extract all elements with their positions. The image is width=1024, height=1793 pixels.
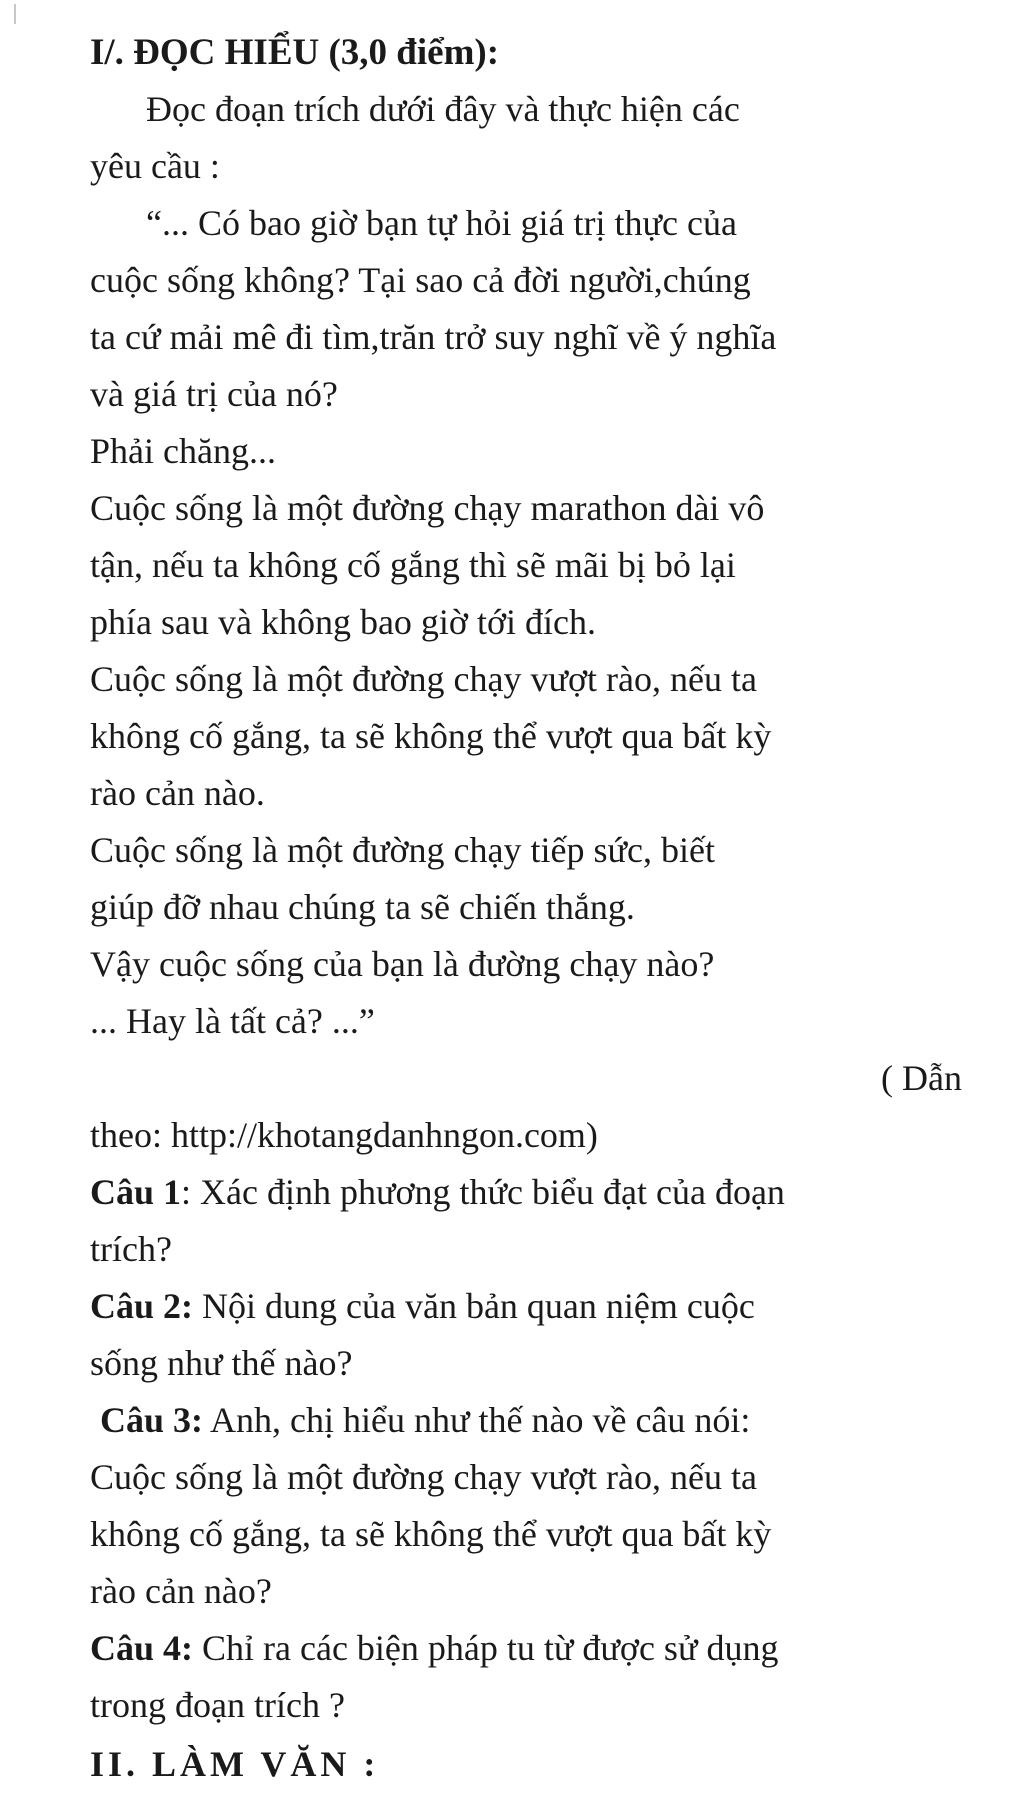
passage-line: Phải chăng... — [90, 431, 276, 471]
question-4 — [90, 1620, 970, 1734]
question-label: Câu 4: — [90, 1628, 194, 1668]
question-text: Chỉ ra các biện pháp tu từ được sử dụng — [193, 1628, 779, 1668]
question-text: Anh, chị hiểu như thế nào về câu nói: — [203, 1400, 751, 1440]
passage-line: tận, nếu ta không cố gắng thì sẽ mãi bị bỏ lại — [90, 545, 736, 585]
margin-marker — [14, 4, 16, 24]
question-label: Câu 2: — [90, 1286, 194, 1326]
passage-line: rào cản nào. — [90, 773, 265, 813]
source-citation: theo: http://khotangdanhngon.com) — [90, 1115, 598, 1155]
passage-line: ta cứ mải mê đi tìm,trăn trở suy nghĩ về ý nghĩa — [90, 317, 777, 357]
next-section-title-cut: II. LÀM VĂN : — [90, 1744, 380, 1784]
question-text: Nội dung của văn bản quan niệm cuộc — [193, 1286, 755, 1326]
question-text: sống như thế nào? — [90, 1343, 353, 1383]
source-citation: ( Dẫn — [881, 1058, 962, 1098]
passage-line: cuộc sống không? Tại sao cả đời người,chúng — [90, 260, 751, 300]
question-label: Câu 3: — [100, 1400, 204, 1440]
passage-line: giúp đỡ nhau chúng ta sẽ chiến thắng. — [90, 887, 635, 927]
question-text: Cuộc sống là một đường chạy vượt rào, nếu ta — [90, 1457, 757, 1497]
question-text: : Xác định phương thức biểu đạt của đoạn — [181, 1172, 785, 1212]
passage-line: Cuộc sống là một đường chạy marathon dài vô — [90, 488, 765, 528]
passage-line: ... Hay là tất cả? ...” — [90, 1001, 375, 1041]
passage-line: không cố gắng, ta sẽ không thể vượt qua bất kỳ — [90, 716, 772, 756]
section-title: I/. ĐỌC HIỂU (3,0 điểm): — [90, 32, 500, 73]
passage-line: Cuộc sống là một đường chạy tiếp sức, biết — [90, 830, 715, 870]
passage-line: Vậy cuộc sống của bạn là đường chạy nào? — [90, 944, 715, 984]
instruction-line: Đọc đoạn trích dưới đây và thực hiện các — [146, 89, 740, 129]
passage-line: và giá trị của nó? — [90, 374, 338, 414]
reading-section — [90, 24, 970, 1734]
question-text: không cố gắng, ta sẽ không thể vượt qua bất kỳ — [90, 1514, 772, 1554]
passage-line: phía sau và không bao giờ tới đích. — [90, 602, 596, 642]
question-2 — [90, 1278, 970, 1392]
question-text: trong đoạn trích ? — [90, 1685, 345, 1725]
question-text: trích? — [90, 1229, 172, 1269]
question-3 — [90, 1392, 970, 1620]
question-text: rào cản nào? — [90, 1571, 272, 1611]
question-1 — [90, 1164, 970, 1278]
question-label: Câu 1 — [90, 1172, 182, 1212]
passage-line: Cuộc sống là một đường chạy vượt rào, nếu ta — [90, 659, 757, 699]
passage-line: “... Có bao giờ bạn tự hỏi giá trị thực của — [146, 203, 737, 243]
instruction-line: yêu cầu : — [90, 146, 220, 186]
passage — [90, 195, 970, 1050]
